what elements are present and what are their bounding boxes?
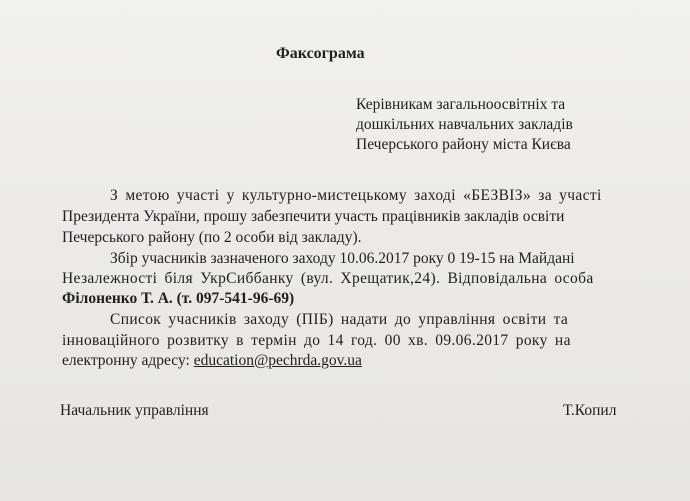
signature-title: Начальник управління xyxy=(60,402,209,419)
responsible-person: Філоненко Т. А. (т. 097-541-96-69) xyxy=(62,290,295,307)
paragraph2-line-2: Незалежності біля УкрСиббанку (вул. Хрещатик,24). Відповідальна особа xyxy=(62,270,594,287)
addressee-line-1: Керівникам загальноосвітніх та xyxy=(356,96,566,113)
signature-name: Т.Копил xyxy=(563,402,617,419)
addressee-line-2: дошкільних навчальних закладів xyxy=(356,116,573,133)
paragraph1-line-1: З метою участі у культурно-мистецькому заході «БЕЗВІЗ» за участі xyxy=(110,187,602,204)
email-link[interactable]: education@pechrda.gov.ua xyxy=(193,352,362,369)
email-line xyxy=(62,352,362,370)
paragraph3-line-1: Список учасників заходу (ПІБ) надати до управління освіти та xyxy=(110,311,569,328)
addressee-line-3: Печерського району міста Києва xyxy=(356,136,571,153)
email-prefix: електронну адресу: xyxy=(62,352,190,369)
paragraph2-line-1: Збір учасників зазначеного заходу 10.06.2017 року 0 19-15 на Майдані xyxy=(110,250,575,267)
paragraph3-line-2: інноваційного розвитку в термін до 14 год. 00 хв. 09.06.2017 року на xyxy=(62,332,571,349)
paragraph1-line-2: Президента України, прошу забезпечити участь працівників закладів освіти xyxy=(62,208,565,225)
paragraph1-line-3: Печерського району (по 2 особи від закладу). xyxy=(62,229,362,246)
document-title: Факсограма xyxy=(276,45,365,62)
